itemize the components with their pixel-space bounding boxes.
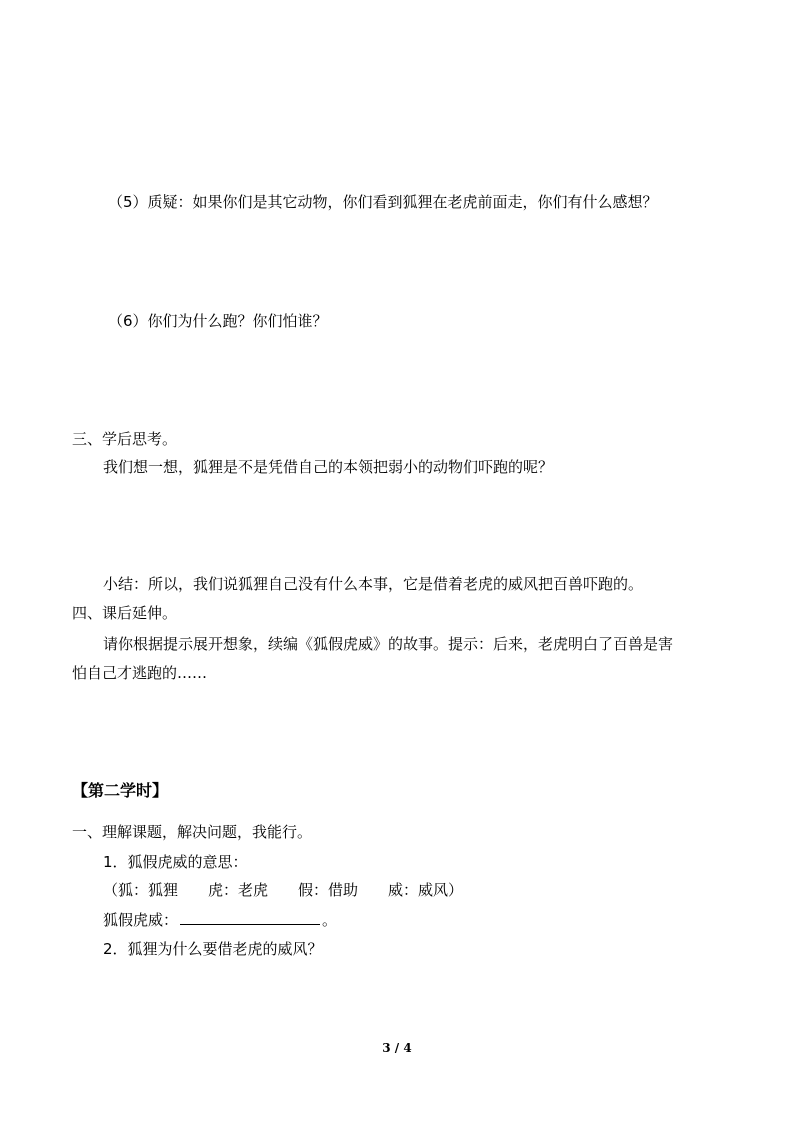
lesson-2-heading: 【第二学时】	[72, 781, 169, 800]
part-1-question-2: 2．狐狸为什么要借老虎的威风？	[103, 940, 323, 958]
section-4-body-line-1: 请你根据提示展开想象，续编《狐假虎威》的故事。提示：后来，老虎明白了百兽是害	[103, 635, 674, 653]
summary-text: 小结：所以，我们说狐狸自己没有什么本事，它是借着老虎的威风把百兽吓跑的。	[103, 575, 644, 593]
section-4-title: 四、课后延伸。	[72, 604, 178, 622]
part-1-title: 一、理解课题，解决问题，我能行。	[72, 823, 313, 841]
part-1-question-1: 1．狐假虎威的意思：	[103, 853, 248, 871]
fill-in-blank[interactable]	[180, 910, 320, 925]
fill-in-label: 狐假虎威：	[103, 911, 179, 929]
page-number: 3 / 4	[382, 1041, 412, 1055]
question-6: （6）你们为什么跑？你们怕谁？	[108, 312, 328, 330]
section-3-title: 三、学后思考。	[72, 430, 178, 448]
part-1-hint: （狐：狐狸 虎：老虎 假：借助 威：威风）	[103, 881, 464, 899]
fill-in-end: 。	[322, 911, 338, 929]
part-1-fill-in	[103, 909, 337, 931]
question-5: （5）质疑：如果你们是其它动物，你们看到狐狸在老虎前面走，你们有什么感想？	[108, 193, 658, 211]
section-3-body: 我们想一想，狐狸是不是凭借自己的本领把弱小的动物们吓跑的呢？	[103, 458, 554, 476]
section-4-body-line-2: 怕自己才逃跑的……	[72, 664, 208, 682]
